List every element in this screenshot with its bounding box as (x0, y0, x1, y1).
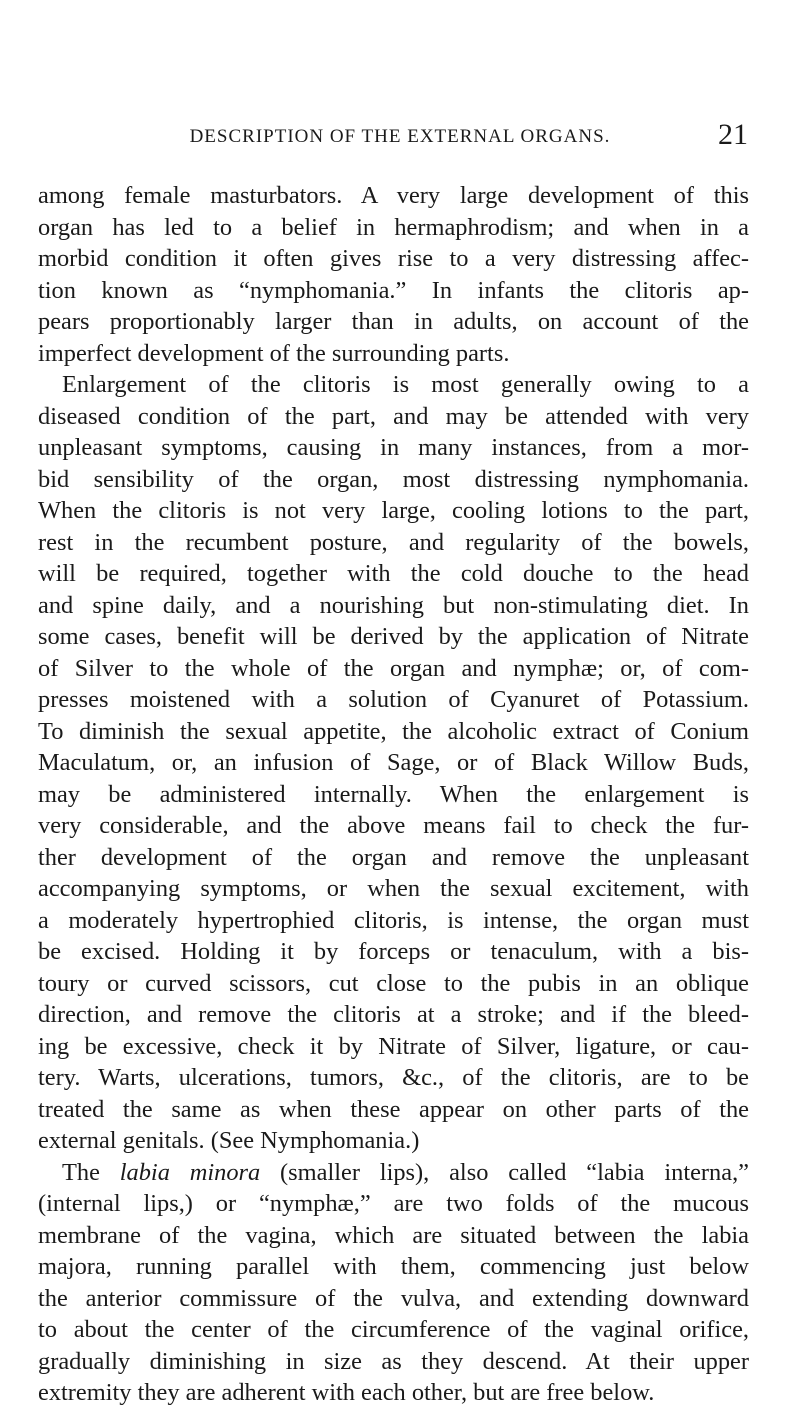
page-number: 21 (718, 118, 748, 151)
text-line: bid sensibility of the organ, most distressing nymphomania. (38, 465, 749, 493)
text-line: tion known as “nymphomania.” In infants the clitoris ap- (38, 276, 749, 304)
text-line: tery. Warts, ulcerations, tumors, &c., of the clitoris, are to be (38, 1064, 749, 1091)
text-line: When the clitoris is not very large, cooling lotions to the part, (38, 497, 749, 524)
text-line: To diminish the sexual appetite, the alcoholic extract of Conium (38, 717, 749, 745)
text-line: rest in the recumbent posture, and regularity of the bowels, (38, 528, 749, 556)
text-line: accompanying symptoms, or when the sexual excitement, with (38, 875, 749, 902)
running-head: DESCRIPTION OF THE EXTERNAL ORGANS. (189, 126, 611, 147)
text-line: direction, and remove the clitoris at a stroke; and if the bleed- (38, 1001, 749, 1028)
text-line: gradually diminishing in size as they descend. At their upper (38, 1347, 749, 1375)
text-line: ther development of the organ and remove the unpleasant (38, 843, 749, 871)
text-line (38, 1157, 749, 1189)
text-line: the anterior commissure of the vulva, and extending downward (38, 1284, 749, 1312)
text-line: and spine daily, and a nourishing but non-stimulating diet. In (38, 591, 749, 619)
text-line: external genitals. (See Nymphomania.) (38, 1127, 420, 1154)
text-line: toury or curved scissors, cut close to the pubis in an oblique (38, 969, 749, 997)
text-line: organ has led to a belief in hermaphrodism; and when in a (38, 213, 749, 241)
labia-lead: The (62, 1158, 120, 1186)
text-line: treated the same as when these appear on other parts of the (38, 1095, 749, 1123)
text-line: Maculatum, or, an infusion of Sage, or of Black Willow Buds, (38, 749, 749, 776)
text-line: Enlargement of the clitoris is most generally owing to a (62, 371, 749, 398)
text-line: will be required, together with the cold douche to the head (38, 560, 749, 587)
text-line: majora, running parallel with them, commencing just below (38, 1253, 749, 1280)
text-line: ing be excessive, check it by Nitrate of Silver, ligature, or cau- (38, 1032, 749, 1060)
text-line: pears proportionably larger than in adults, on account of the (38, 308, 749, 335)
text-line: of Silver to the whole of the organ and nymphæ; or, of com- (38, 654, 749, 682)
text-line: be excised. Holding it by forceps or tenaculum, with a bis- (38, 938, 749, 965)
text-line: very considerable, and the above means fail to check the fur- (38, 812, 749, 839)
text-line: among female masturbators. A very large development of this (38, 182, 749, 209)
text-line: unpleasant symptoms, causing in many instances, from a mor- (38, 434, 749, 461)
body-text (38, 180, 749, 1409)
text-line: may be administered internally. When the enlargement is (38, 780, 749, 808)
text-line: presses moistened with a solution of Cyanuret of Potassium. (38, 686, 749, 713)
text-line: (internal lips,) or “nymphæ,” are two folds of the mucous (38, 1190, 749, 1217)
labia-minora-term: labia minora (119, 1158, 261, 1186)
page-header (0, 118, 800, 158)
text-line: imperfect development of the surrounding parts. (38, 339, 510, 367)
text-line: some cases, benefit will be derived by the application of Nitrate (38, 623, 749, 650)
text-line: extremity they are adherent with each other, but are free below. (38, 1379, 655, 1406)
text-line: a moderately hypertrophied clitoris, is intense, the organ must (38, 906, 749, 934)
text-line: membrane of the vagina, which are situated between the labia (38, 1221, 749, 1249)
text-line: diseased condition of the part, and may be attended with very (38, 402, 749, 430)
labia-first-line-rest: (smaller lips), also called “labia interna,” (260, 1158, 749, 1186)
text-line: to about the center of the circumference of the vaginal orifice, (38, 1316, 749, 1343)
text-line: morbid condition it often gives rise to a very distressing affec- (38, 245, 749, 272)
